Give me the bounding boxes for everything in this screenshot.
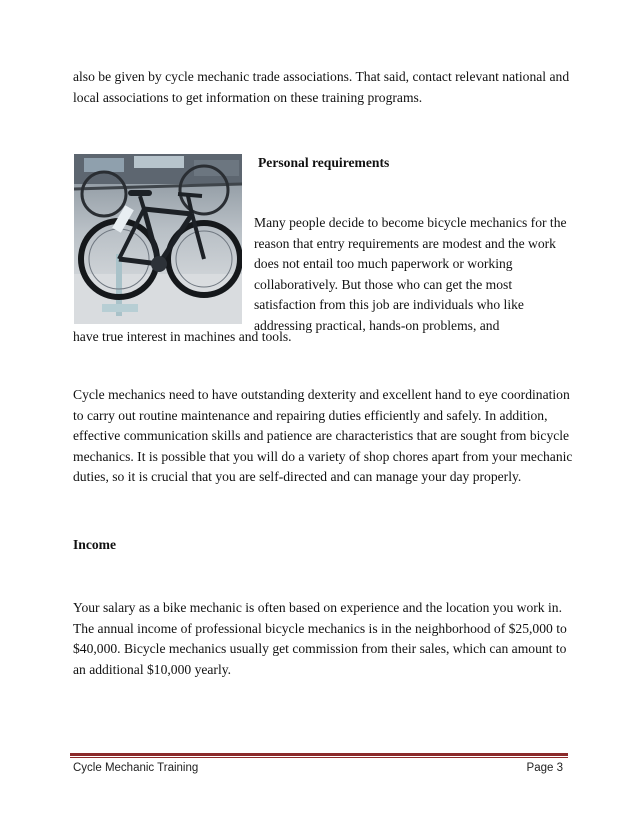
personal-requirements-side-text: Many people decide to become bicycle mechanics for the reason that entry requirements are modest and the work does not entail too much paperwork or working collaboratively. But those who can get the most satisfaction from this job are individuals who like addressing practical, hands-on problems, and: [254, 215, 567, 333]
dexterity-paragraph: Cycle mechanics need to have outstanding dexterity and excellent hand to eye coordination to carry out routine maintenance and repairing duties efficiently and safely. In addition, effective communication skills and patience are characteristics that are sought from bicycle mechanics. It is possible that you will do a variety of shop chores apart from your mechanic duties, so it is crucial that you are self-directed and can manage your day properly.: [73, 387, 573, 485]
footer-document-title: Cycle Mechanic Training: [73, 762, 199, 774]
income-paragraph: Your salary as a bike mechanic is often based on experience and the location you work in. The annual income of professional bicycle mechanics is in the neighborhood of $25,000 to $40,000. Bicycle mechanics usually get commission from their sales, which can amount to an additional $10,000 yearly.: [73, 600, 567, 677]
footer-rule-thin: [70, 757, 568, 758]
intro-paragraph: also be given by cycle mechanic trade associations. That said, contact relevant national and local associations to get information on these training programs.: [73, 69, 570, 105]
personal-requirements-continuation: have true interest in machines and tools.: [73, 329, 292, 344]
personal-requirements-heading: Personal requirements: [258, 155, 390, 170]
bicycle-photo: [74, 154, 242, 324]
income-heading: Income: [73, 537, 117, 552]
footer-page-number: Page 3: [526, 762, 563, 774]
footer-rule-thick: [70, 753, 568, 756]
